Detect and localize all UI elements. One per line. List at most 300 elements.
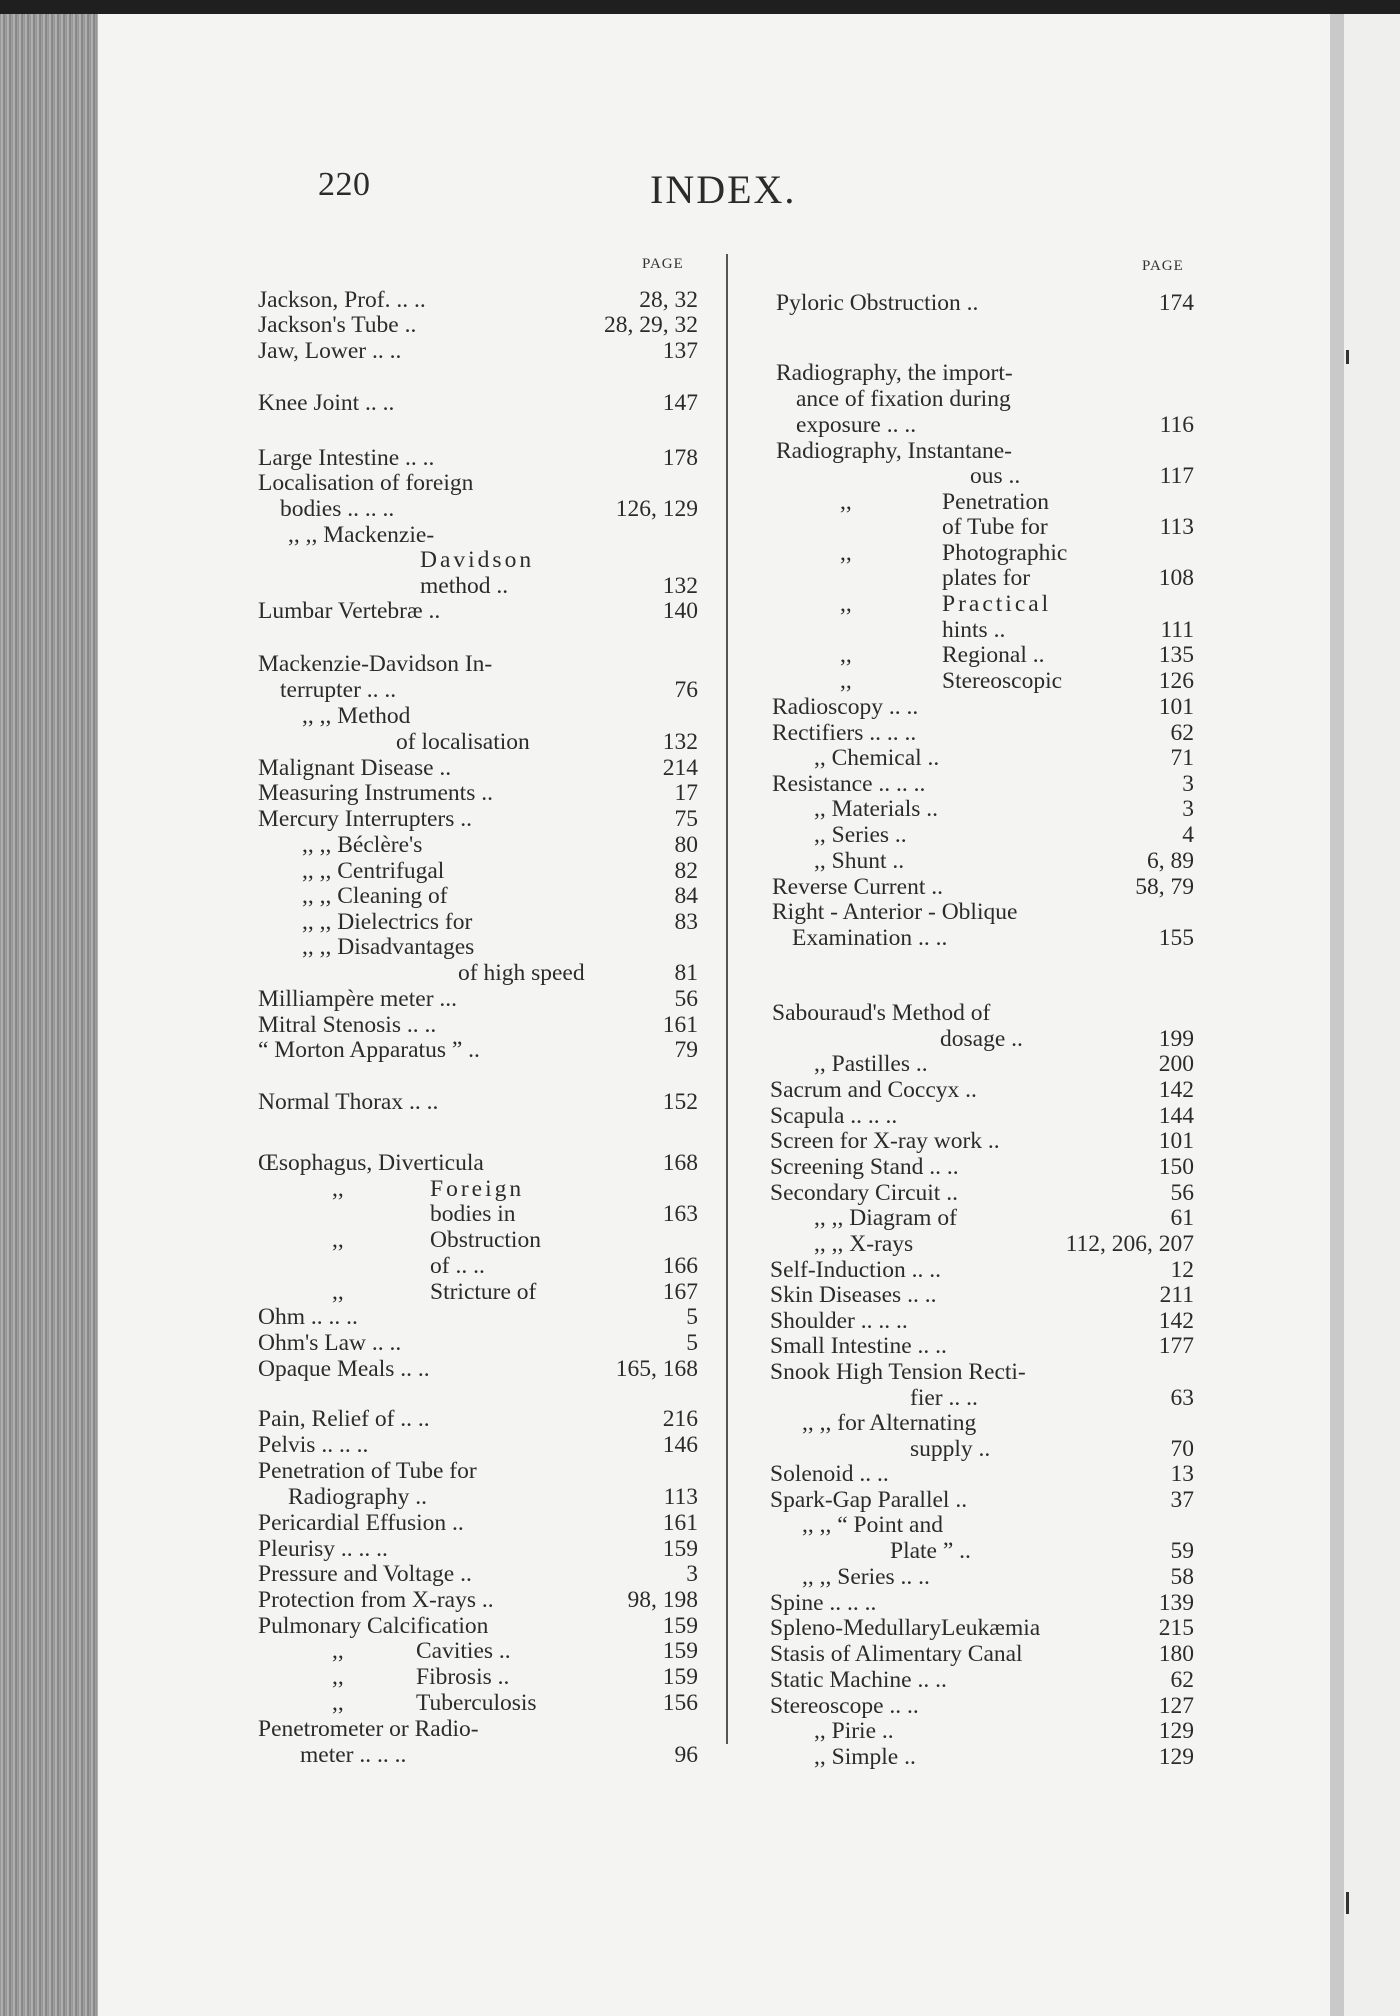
index-entry-page: 58: [1170, 1564, 1194, 1590]
column-divider: [726, 254, 728, 1744]
index-entry-page: 113: [1159, 514, 1194, 540]
index-entry-page: 3: [1182, 771, 1194, 797]
index-entry-page: 150: [1158, 1154, 1194, 1180]
index-entry-page: 140: [662, 598, 698, 624]
index-entry-heading: ,, ,, Cleaning of: [302, 883, 448, 909]
index-entry-heading: Sacrum and Coccyx ..: [770, 1077, 977, 1103]
index-entry-page: 152: [662, 1089, 698, 1115]
index-entry-heading: ,, Pirie ..: [814, 1718, 894, 1744]
index-entry-heading: Œsophagus, Diverticula: [258, 1150, 484, 1176]
scan-top-border: [0, 0, 1400, 14]
index-entry: [258, 677, 698, 703]
index-entry: [770, 822, 1194, 848]
index-entry-page: 159: [662, 1664, 698, 1690]
index-entry-heading: Stasis of Alimentary Canal: [770, 1641, 1023, 1667]
page-gutter: [1330, 14, 1344, 2016]
index-entry-heading: ,, ,, Béclère's: [302, 832, 423, 858]
index-entry: [258, 1561, 698, 1587]
index-entry: [258, 1176, 698, 1202]
index-entry-heading: Pain, Relief of .. ..: [258, 1406, 430, 1432]
index-entry: [258, 780, 698, 806]
index-entry-page: 28, 29, 32: [604, 312, 698, 338]
index-entry-heading: Radioscopy .. ..: [772, 694, 919, 720]
index-entry-page: 159: [662, 1536, 698, 1562]
index-entry-page: 129: [1158, 1744, 1194, 1770]
index-entry-page: 111: [1160, 617, 1194, 643]
index-entry: [258, 1638, 698, 1664]
index-entry-page: 168: [662, 1150, 698, 1176]
index-entry: [258, 522, 698, 548]
index-entry-page: 127: [1158, 1693, 1194, 1719]
index-entry: [770, 745, 1194, 771]
index-entry-page: 146: [662, 1432, 698, 1458]
index-entry-heading: hints ..: [942, 617, 1006, 643]
index-entry-page: 177: [1158, 1333, 1194, 1359]
index-entry-page: 135: [1158, 642, 1194, 668]
index-entry: [258, 1227, 698, 1253]
ditto-mark: ,,: [840, 668, 852, 694]
index-entry-heading: Malignant Disease ..: [258, 755, 452, 781]
index-entry-page: 161: [662, 1012, 698, 1038]
index-entry-heading: of .. ..: [430, 1253, 485, 1279]
index-entry: [258, 1253, 698, 1279]
index-entry-heading: Ohm's Law .. ..: [258, 1330, 402, 1356]
index-entry: [258, 909, 698, 935]
index-entry: [258, 1330, 698, 1356]
index-entry: [258, 729, 698, 755]
index-entry-heading: Spine .. .. ..: [770, 1590, 877, 1616]
index-entry: [258, 1201, 698, 1227]
index-entry-heading: ,, ,, Dielectrics for: [302, 909, 473, 935]
index-entry: [258, 806, 698, 832]
index-entry: [258, 445, 698, 471]
index-entry: [770, 438, 1194, 464]
index-entry-heading: Tuberculosis: [416, 1690, 537, 1716]
index-entry: [770, 1512, 1194, 1538]
index-entry-heading: Screen for X-ray work ..: [770, 1128, 1000, 1154]
index-entry-heading: Pleurisy .. .. ..: [258, 1536, 388, 1562]
index-entry: [770, 1693, 1194, 1719]
index-entry-heading: ,, ,, for Alternating: [802, 1410, 977, 1436]
index-entry-heading: Normal Thorax .. ..: [258, 1089, 439, 1115]
index-entry-page: 147: [662, 390, 698, 416]
index-entry: [258, 1664, 698, 1690]
index-entry-heading: Stricture of: [430, 1279, 537, 1305]
index-entry-page: 129: [1158, 1718, 1194, 1744]
ditto-mark: ,,: [332, 1227, 344, 1253]
index-entry-heading: supply ..: [910, 1436, 991, 1462]
index-entry-heading: ,, Pastilles ..: [814, 1051, 928, 1077]
index-entry-heading: Static Machine .. ..: [770, 1667, 947, 1693]
index-entry: [258, 703, 698, 729]
index-entry: [258, 1432, 698, 1458]
index-entry-heading: Self-Induction .. ..: [770, 1257, 941, 1283]
index-entry-heading: method ..: [420, 573, 509, 599]
index-entry-heading: Knee Joint .. ..: [258, 390, 395, 416]
index-entry-heading: ,, ,, Method: [302, 703, 411, 729]
index-entry-page: 200: [1158, 1051, 1194, 1077]
index-entry-heading: Mercury Interrupters ..: [258, 806, 473, 832]
index-entry-page: 132: [662, 573, 698, 599]
index-entry-page: 174: [1158, 290, 1194, 316]
index-entry-heading: Spark-Gap Parallel ..: [770, 1487, 968, 1513]
index-entry: [770, 1667, 1194, 1693]
ditto-mark: ,,: [840, 540, 852, 566]
index-entry-page: 82: [674, 858, 698, 884]
index-entry: [770, 1051, 1194, 1077]
index-entry: [770, 1282, 1194, 1308]
index-entry-page: 6, 89: [1147, 848, 1194, 874]
ditto-mark: ,,: [332, 1279, 344, 1305]
index-entry-heading: Stereoscopic: [942, 668, 1063, 694]
index-entry-page: 96: [674, 1742, 698, 1768]
index-entry-page: 167: [662, 1279, 698, 1305]
index-entry-heading: Fibrosis ..: [416, 1664, 510, 1690]
index-entry-heading: of high speed: [458, 960, 585, 986]
index-entry-heading: Milliampère meter ...: [258, 986, 458, 1012]
index-entry-page: 71: [1170, 745, 1194, 771]
index-entry-heading: Sabouraud's Method of: [772, 1000, 991, 1026]
index-entry-heading: Pressure and Voltage ..: [258, 1561, 472, 1587]
index-entry-page: 126: [1158, 668, 1194, 694]
index-entry-page: 13: [1170, 1461, 1194, 1487]
index-entry-heading: Screening Stand .. ..: [770, 1154, 959, 1180]
index-entry: [770, 514, 1194, 540]
index-entry-page: 28, 32: [639, 287, 698, 313]
index-entry: [770, 290, 1194, 316]
index-entry-heading: Snook High Tension Recti-: [770, 1359, 1026, 1385]
index-entry-heading: Davidson: [420, 547, 535, 573]
index-entry: [770, 617, 1194, 643]
index-entry-heading: ,, ,, Centrifugal: [302, 858, 445, 884]
index-entry-page: 137: [662, 338, 698, 364]
index-entry: [258, 1716, 698, 1742]
index-entry-heading: bodies in: [430, 1201, 516, 1227]
book-page-edges: [0, 14, 98, 2016]
index-entry-page: 215: [1158, 1615, 1194, 1641]
ditto-mark: ,,: [332, 1664, 344, 1690]
index-entry-page: 12: [1170, 1257, 1194, 1283]
index-entry-page: 5: [686, 1304, 698, 1330]
index-entry-heading: Jackson, Prof. .. ..: [258, 287, 426, 313]
index-entry: [770, 1231, 1194, 1257]
index-entry-page: 81: [674, 960, 698, 986]
index-entry: [258, 547, 698, 573]
index-entry: [258, 1536, 698, 1562]
index-entry: [258, 1510, 698, 1536]
index-entry-heading: Rectifiers .. .. ..: [772, 720, 917, 746]
index-entry-page: 161: [662, 1510, 698, 1536]
index-entry-page: 116: [1159, 412, 1194, 438]
index-entry-heading: Photographic: [942, 540, 1068, 566]
index-entry-page: 80: [674, 832, 698, 858]
index-entry-page: 142: [1158, 1308, 1194, 1334]
index-entry-heading: ,, ,, Mackenzie-: [288, 522, 435, 548]
index-entry-heading: ,, ,, Disadvantages: [302, 934, 475, 960]
index-entry-page: 56: [1170, 1180, 1194, 1206]
index-entry-page: 84: [674, 883, 698, 909]
index-entry-page: 178: [662, 445, 698, 471]
index-entry: [770, 694, 1194, 720]
index-entry-heading: ,, ,, “ Point and: [802, 1512, 943, 1538]
index-entry-page: 180: [1158, 1641, 1194, 1667]
index-entry-page: 58, 79: [1135, 874, 1194, 900]
index-entry-page: 159: [662, 1613, 698, 1639]
index-entry-heading: Mitral Stenosis .. ..: [258, 1012, 437, 1038]
index-entry: [258, 832, 698, 858]
index-entry: [770, 1077, 1194, 1103]
index-entry-heading: ,, Simple ..: [814, 1744, 916, 1770]
index-entry-page: 156: [662, 1690, 698, 1716]
index-entry-heading: of Tube for: [942, 514, 1048, 540]
index-entry: [770, 1718, 1194, 1744]
index-entry: [770, 668, 1194, 694]
index-entry: [258, 390, 698, 416]
index-entry-heading: fier .. ..: [910, 1385, 978, 1411]
index-entry-page: 144: [1158, 1103, 1194, 1129]
index-entry-heading: Localisation of foreign: [258, 470, 474, 496]
index-entry-heading: Penetrometer or Radio-: [258, 1716, 479, 1742]
index-entry-page: 70: [1170, 1436, 1194, 1462]
index-entry-heading: Practical: [942, 591, 1052, 617]
index-entry-page: 132: [662, 729, 698, 755]
index-entry-page: 159: [662, 1638, 698, 1664]
index-entry-page: 166: [662, 1253, 698, 1279]
index-entry-heading: meter .. .. ..: [300, 1742, 407, 1768]
index-entry-heading: ,, Series ..: [814, 822, 907, 848]
index-entry: [770, 1487, 1194, 1513]
index-entry-heading: Reverse Current ..: [772, 874, 943, 900]
index-entry-page: 3: [686, 1561, 698, 1587]
index-entry-page: 142: [1158, 1077, 1194, 1103]
index-entry-page: 165, 168: [615, 1356, 698, 1382]
index-entry-heading: Jaw, Lower .. ..: [258, 338, 402, 364]
index-entry: [770, 848, 1194, 874]
index-entry: [258, 573, 698, 599]
index-entry-heading: ,, ,, Series .. ..: [802, 1564, 930, 1590]
index-entry: [258, 598, 698, 624]
index-entry: [770, 1154, 1194, 1180]
index-entry: [258, 1089, 698, 1115]
index-entry-heading: ,, Chemical ..: [814, 745, 940, 771]
index-entry-page: 101: [1158, 1128, 1194, 1154]
index-entry-page: 17: [674, 780, 698, 806]
index-entry-page: 59: [1170, 1538, 1194, 1564]
index-entry: [258, 1356, 698, 1382]
index-entry: [770, 540, 1194, 566]
index-entry-page: 126, 129: [615, 496, 698, 522]
index-entry-heading: Penetration: [942, 489, 1050, 515]
index-entry: [770, 1410, 1194, 1436]
index-entry: [770, 360, 1194, 386]
ditto-mark: ,,: [840, 591, 852, 617]
index-entry: [770, 1026, 1194, 1052]
index-entry-heading: Cavities ..: [416, 1638, 511, 1664]
index-entry-page: 37: [1170, 1487, 1194, 1513]
ditto-mark: ,,: [840, 489, 852, 515]
index-entry: [770, 1590, 1194, 1616]
index-entry: [258, 651, 698, 677]
index-entry-page: 62: [1170, 1667, 1194, 1693]
index-entry-page: 214: [662, 755, 698, 781]
index-entry: [770, 1461, 1194, 1487]
index-entry: [770, 1103, 1194, 1129]
facing-page-edge: [1344, 14, 1400, 2016]
right-page-column-heading: PAGE: [1142, 258, 1184, 274]
index-entry-heading: Foreign: [430, 1176, 525, 1202]
index-entry: [258, 1742, 698, 1768]
index-entry-heading: dosage ..: [940, 1026, 1023, 1052]
index-entry-page: 113: [663, 1484, 698, 1510]
index-entry-page: 5: [686, 1330, 698, 1356]
index-entry-heading: ,, ,, Diagram of: [814, 1205, 957, 1231]
index-entry: [258, 1012, 698, 1038]
index-entry-heading: Pyloric Obstruction ..: [776, 290, 979, 316]
index-entry: [770, 874, 1194, 900]
index-entry-heading: plates for: [942, 565, 1031, 591]
index-entry: [258, 1406, 698, 1432]
index-entry-heading: “ Morton Apparatus ” ..: [258, 1037, 480, 1063]
index-entry-page: 117: [1159, 463, 1194, 489]
index-entry-heading: Scapula .. .. ..: [770, 1103, 898, 1129]
ditto-mark: ,,: [332, 1638, 344, 1664]
index-entry-page: 155: [1158, 925, 1194, 951]
index-entry: [770, 925, 1194, 951]
index-entry-heading: Large Intestine .. ..: [258, 445, 435, 471]
index-entry-heading: Jackson's Tube ..: [258, 312, 417, 338]
index-entry-page: 63: [1170, 1385, 1194, 1411]
index-entry-page: 98, 198: [627, 1587, 698, 1613]
page-number: 220: [318, 166, 371, 203]
index-entry-page: 75: [674, 806, 698, 832]
index-entry: [770, 796, 1194, 822]
index-entry: [770, 771, 1194, 797]
index-entry-page: 56: [674, 986, 698, 1012]
index-entry: [258, 496, 698, 522]
index-entry-page: 199: [1158, 1026, 1194, 1052]
index-entry-page: 112, 206, 207: [1065, 1231, 1194, 1257]
index-entry-page: 216: [662, 1406, 698, 1432]
index-entry: [770, 1000, 1194, 1026]
index-entry: [258, 934, 698, 960]
index-entry-page: 211: [1159, 1282, 1194, 1308]
index-entry: [770, 386, 1194, 412]
index-entry-heading: Lumbar Vertebræ ..: [258, 598, 441, 624]
index-entry: [770, 1385, 1194, 1411]
index-entry-page: 101: [1158, 694, 1194, 720]
index-entry-heading: Examination .. ..: [792, 925, 948, 951]
index-entry-heading: Resistance .. .. ..: [772, 771, 926, 797]
index-entry-heading: Opaque Meals .. ..: [258, 1356, 430, 1382]
index-entry-heading: Obstruction: [430, 1227, 541, 1253]
index-entry: [770, 1308, 1194, 1334]
index-entry-page: 62: [1170, 720, 1194, 746]
index-entry-heading: Mackenzie-Davidson In-: [258, 651, 493, 677]
index-entry-heading: ous ..: [970, 463, 1021, 489]
index-entry-heading: Small Intestine .. ..: [770, 1333, 947, 1359]
index-entry-heading: Stereoscope .. ..: [770, 1693, 919, 1719]
index-entry: [770, 1333, 1194, 1359]
index-entry-page: 76: [674, 677, 698, 703]
index-entry-heading: Regional ..: [942, 642, 1045, 668]
index-entry: [770, 642, 1194, 668]
index-entry-heading: Pericardial Effusion ..: [258, 1510, 464, 1536]
index-entry: [770, 899, 1194, 925]
index-entry-page: 4: [1182, 822, 1194, 848]
index-entry: [770, 1538, 1194, 1564]
index-entry: [258, 986, 698, 1012]
index-entry-heading: ,, ,, X-rays: [814, 1231, 914, 1257]
index-entry: [258, 1587, 698, 1613]
index-entry-heading: of localisation: [396, 729, 530, 755]
index-entry: [258, 338, 698, 364]
index-entry-heading: Measuring Instruments ..: [258, 780, 493, 806]
index-entry: [258, 883, 698, 909]
index-entry: [258, 1613, 698, 1639]
index-entry-heading: terrupter .. ..: [280, 677, 397, 703]
index-entry: [770, 565, 1194, 591]
index-entry-heading: Radiography, Instantane-: [776, 438, 1013, 464]
index-entry-heading: Spleno-MedullaryLeukæmia: [770, 1615, 1041, 1641]
index-entry: [770, 1615, 1194, 1641]
index-entry-heading: Radiography, the import-: [776, 360, 1013, 386]
index-entry-heading: Right - Anterior - Oblique: [772, 899, 1018, 925]
index-entry: [770, 720, 1194, 746]
index-entry: [770, 1205, 1194, 1231]
index-entry-page: 83: [674, 909, 698, 935]
index-entry: [258, 312, 698, 338]
index-entry-heading: bodies .. .. ..: [280, 496, 395, 522]
index-entry: [258, 1458, 698, 1484]
index-entry-heading: Pelvis .. .. ..: [258, 1432, 369, 1458]
index-entry: [770, 1641, 1194, 1667]
index-entry: [770, 591, 1194, 617]
index-entry-heading: Radiography ..: [288, 1484, 428, 1510]
index-entry-heading: Protection from X-rays ..: [258, 1587, 494, 1613]
left-page-column-heading: PAGE: [642, 256, 684, 272]
index-entry: [258, 1304, 698, 1330]
index-entry: [258, 470, 698, 496]
index-entry: [258, 1279, 698, 1305]
index-entry: [258, 755, 698, 781]
ditto-mark: ,,: [332, 1690, 344, 1716]
index-entry: [770, 1359, 1194, 1385]
index-entry-page: 108: [1158, 565, 1194, 591]
index-entry-heading: Shoulder .. .. ..: [770, 1308, 908, 1334]
index-entry: [258, 287, 698, 313]
index-entry-heading: ance of fixation during: [796, 386, 1011, 412]
index-entry-heading: Ohm .. .. ..: [258, 1304, 358, 1330]
index-entry-heading: ,, Materials ..: [814, 796, 938, 822]
index-entry-page: 61: [1170, 1205, 1194, 1231]
index-entry: [770, 1436, 1194, 1462]
index-entry: [770, 1128, 1194, 1154]
index-entry-heading: Secondary Circuit ..: [770, 1180, 958, 1206]
index-entry-heading: Solenoid .. ..: [770, 1461, 889, 1487]
index-entry: [770, 412, 1194, 438]
index-entry: [770, 1180, 1194, 1206]
facing-page-mark: [1346, 350, 1349, 364]
index-entry: [258, 1150, 698, 1176]
index-entry-page: 163: [662, 1201, 698, 1227]
index-entry-heading: Skin Diseases .. ..: [770, 1282, 937, 1308]
index-entry: [258, 1037, 698, 1063]
index-entry: [770, 1744, 1194, 1770]
index-entry: [770, 463, 1194, 489]
index-entry-heading: exposure .. ..: [796, 412, 917, 438]
index-entry-heading: Penetration of Tube for: [258, 1458, 477, 1484]
index-entry: [770, 489, 1194, 515]
